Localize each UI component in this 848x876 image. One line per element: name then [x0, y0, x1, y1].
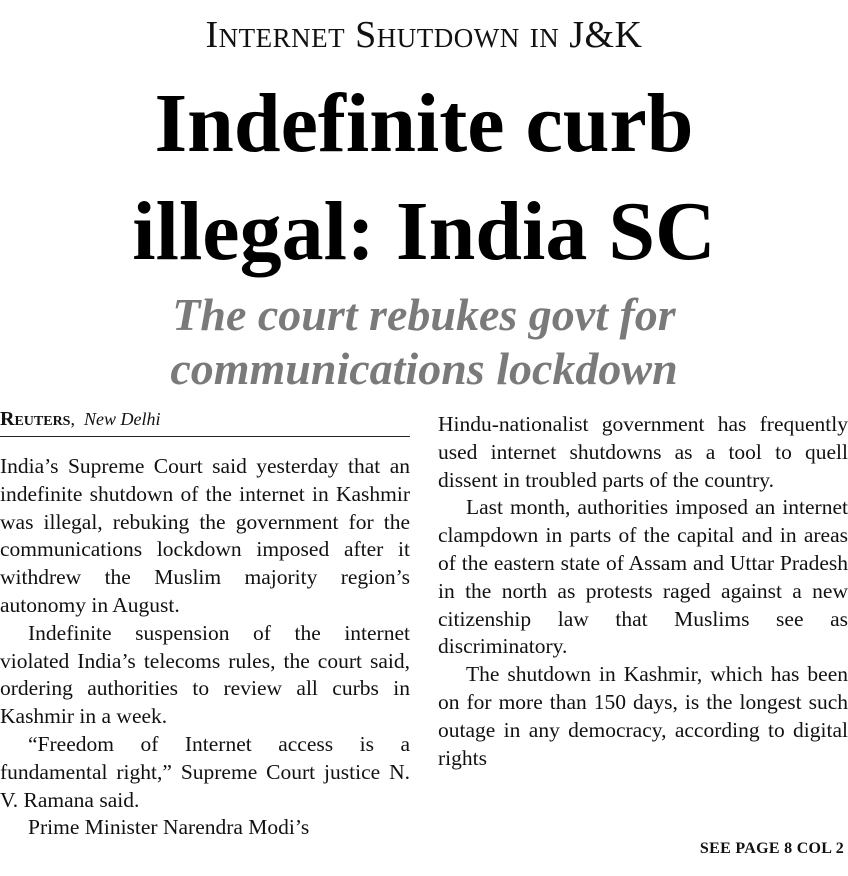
paragraph: “Freedom of Internet access is a fundamental right,” Supreme Court justice N. V. Ramana said.	[0, 731, 410, 812]
paragraph: Indefinite suspension of the internet violated India’s telecoms rules, the court said, ordering authorities to review all curbs in Kashmir in a week.	[0, 620, 410, 729]
article-column-2	[438, 411, 848, 772]
paragraph: The shutdown in Kashmir, which has been on for more than 150 days, is the longest such outage in any democracy, according to digital rights	[438, 662, 848, 770]
headline-line-2: illegal: India SC	[132, 185, 716, 278]
subheadline-line-2: communications lockdown	[170, 343, 678, 394]
section-kicker: Internet Shutdown in J&K	[205, 14, 643, 56]
subheadline	[0, 288, 848, 396]
byline-agency: Reuters	[0, 408, 71, 430]
headline	[0, 70, 848, 286]
paragraph: Last month, authorities imposed an internet clampdown in parts of the capital and in areas of the eastern state of Assam and Uttar Pradesh in the north as protests raged against a new citizenship law that Muslims see as discriminatory.	[438, 495, 848, 659]
paragraph: Prime Minister Narendra Modi’s	[28, 815, 310, 840]
paragraph: Hindu-nationalist government has frequently used internet shutdowns as a tool to quell dissent in troubled parts of the country.	[438, 412, 848, 492]
continued-jump-line: SEE PAGE 8 COL 2	[699, 840, 844, 857]
article-column-1	[0, 453, 410, 842]
subheadline-line-1: The court rebukes govt for	[172, 289, 676, 340]
headline-line-1: Indefinite curb	[154, 77, 694, 170]
byline-dateline: New Delhi	[83, 409, 161, 429]
paragraph: India’s Supreme Court said yesterday that an indefinite shutdown of the internet in Kashmir was illegal, rebuking the government for the communications lockdown imposed after it withdrew the Muslim majority region’s autonomy in August.	[0, 454, 410, 617]
byline: Reuters, New Delhi	[0, 405, 410, 437]
